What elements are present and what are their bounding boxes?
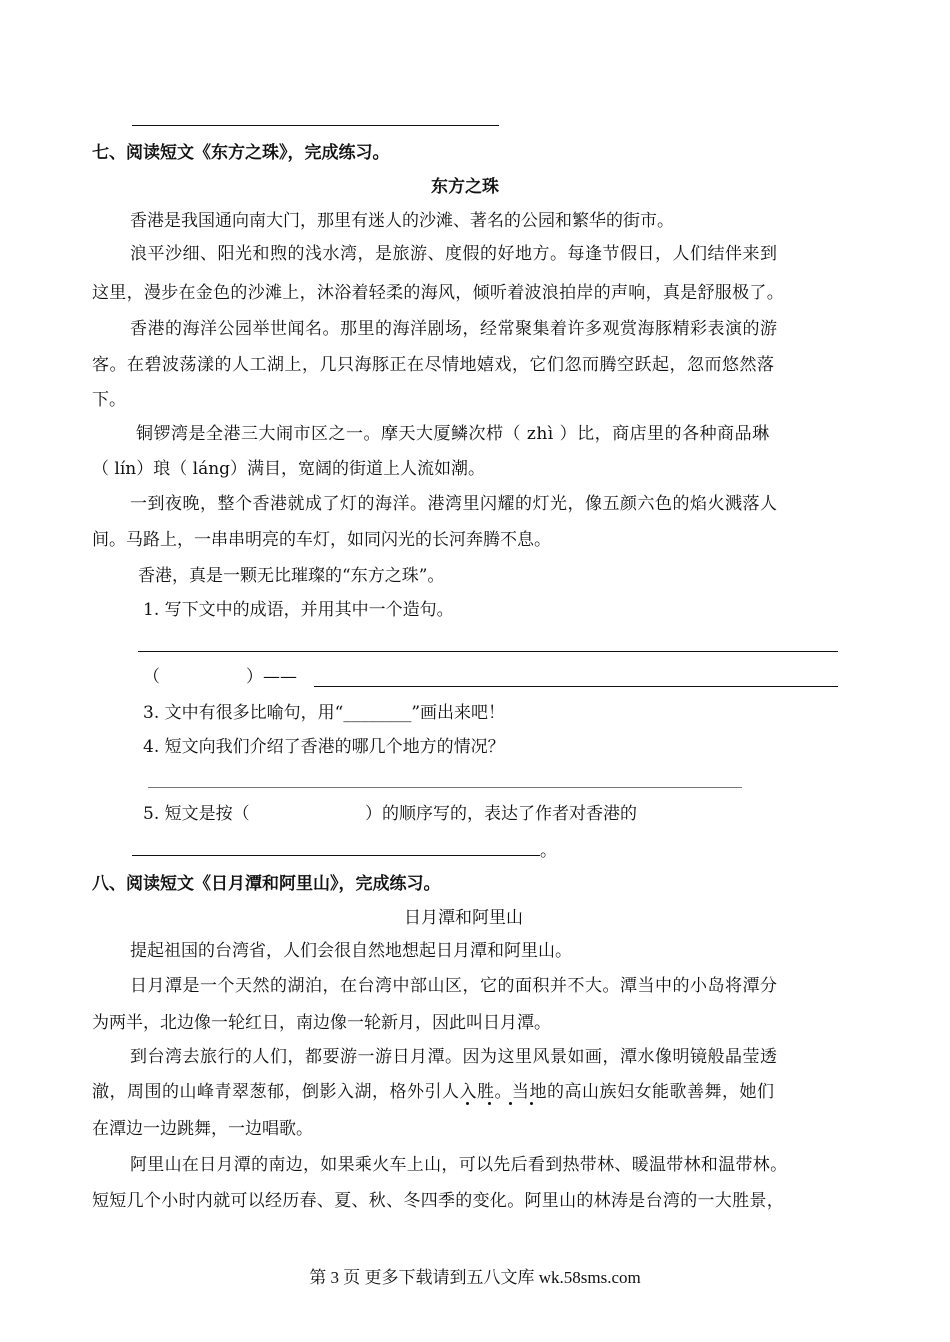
- s7-para-3: 香港的海洋公园举世闻名。那里的海洋剧场，经常聚集着许多观赏海豚精彩表演的游: [130, 319, 778, 339]
- s8-para-2b: 为两半，北边像一轮红日，南边像一轮新月，因此叫日月潭。: [92, 1013, 551, 1033]
- s7-para-5: 一到夜晚，整个香港就成了灯的海洋。港湾里闪耀的灯光，像五颜六色的焰火溅落人: [130, 494, 778, 514]
- section7-title: 东方之珠: [431, 177, 499, 197]
- question-3: 3. 文中有很多比喻句，用“________”画出来吧！: [143, 703, 506, 723]
- s8-para-1: 提起祖国的台湾省，人们会很自然地想起日月潭和阿里山。: [130, 941, 572, 961]
- question-5-b: ）的顺序写的，表达了作者对香港的: [365, 804, 637, 824]
- q1-paren-open: （: [143, 667, 160, 687]
- q1-paren-close: ）——: [246, 667, 297, 687]
- s7-para-3c: 下。: [92, 390, 126, 410]
- s7-para-6: 香港，真是一颗无比璀璨的“东方之珠”。: [138, 566, 445, 586]
- answer-line-sentence[interactable]: [314, 686, 838, 687]
- page-footer: 第 3 页 更多下载请到五八文库 wk.58sms.com: [309, 1268, 641, 1287]
- emphasis-dot: [488, 1102, 491, 1105]
- section7-heading: 七、阅读短文《东方之珠》，完成练习。: [92, 143, 390, 163]
- s8-para-3: 到台湾去旅行的人们，都要游一游日月潭。因为这里风景如画，潭水像明镜般晶莹透: [130, 1047, 778, 1067]
- s8-para-4b: 短短几个小时内就可以经历春、夏、秋、冬四季的变化。阿里山的林涛是台湾的一大胜景，: [92, 1191, 784, 1211]
- s8-para-2: 日月潭是一个天然的湖泊，在台湾中部山区，它的面积并不大。潭当中的小岛将潭分: [130, 976, 778, 996]
- section8-heading: 八、阅读短文《日月潭和阿里山》，完成练习。: [92, 874, 441, 894]
- question-1: 1. 写下文中的成语，并用其中一个造句。: [143, 600, 454, 620]
- s7-para-1: 香港是我国通向南大门，那里有迷人的沙滩、著名的公园和繁华的街市。: [130, 211, 674, 231]
- s7-para-4b: （ lín）琅（ láng）满目，宽阔的街道上人流如潮。: [92, 459, 486, 479]
- emphasis-dot: [530, 1102, 533, 1105]
- s7-para-2b: 这里，漫步在金色的沙滩上，沐浴着轻柔的海风，倾听着波浪拍岸的声响，真是舒服极了。: [92, 283, 784, 303]
- emphasis-dot: [466, 1102, 469, 1105]
- question-5-end: 。: [540, 841, 557, 861]
- s8-para-3c: 在潭边一边跳舞，一边唱歌。: [92, 1119, 313, 1139]
- section8-title: 日月潭和阿里山: [404, 908, 523, 928]
- answer-line-q4[interactable]: [148, 787, 742, 788]
- question-5-a: 5. 短文是按（: [143, 804, 250, 824]
- answer-line-top: [132, 125, 499, 126]
- question-4: 4. 短文向我们介绍了香港的哪几个地方的情况？: [143, 737, 505, 757]
- s8-para-4: 阿里山在日月潭的南边，如果乘火车上山，可以先后看到热带林、暖温带林和温带林。: [130, 1155, 788, 1175]
- s7-para-4: 铜锣湾是全港三大闹市区之一。摩天大厦鳞次栉（ zhì ）比，商店里的各种商品琳: [136, 424, 770, 444]
- s7-para-5b: 间。马路上，一串串明亮的车灯，如同闪光的长河奔腾不息。: [92, 530, 551, 550]
- emphasis-dot: [509, 1102, 512, 1105]
- answer-line-q1[interactable]: [138, 651, 838, 652]
- s8-para-3b: 澈，周围的山峰青翠葱郁，倒影入湖，格外引人入胜。当地的高山族妇女能歌善舞，她们: [92, 1082, 775, 1102]
- s7-para-3b: 客。在碧波荡漾的人工湖上，几只海豚正在尽情地嬉戏，它们忽而腾空跃起，忽而悠然落: [92, 355, 775, 375]
- s7-para-2: 浪平沙细、阳光和煦的浅水湾，是旅游、度假的好地方。每逢节假日，人们结伴来到: [130, 244, 778, 264]
- answer-line-q5[interactable]: [132, 855, 540, 856]
